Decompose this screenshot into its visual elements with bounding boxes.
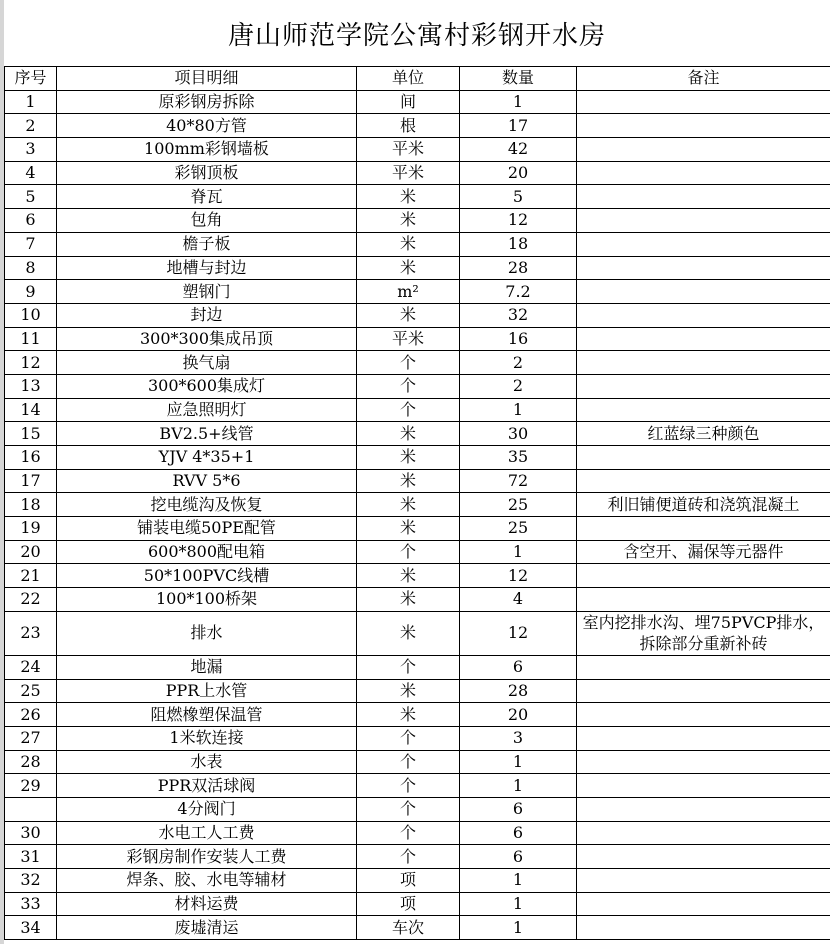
cell-qty: 1 — [460, 892, 577, 916]
cell-item: 脊瓦 — [57, 185, 357, 209]
cell-qty: 72 — [460, 469, 577, 493]
cell-qty: 42 — [460, 138, 577, 162]
cell-item: 废墟清运 — [57, 916, 357, 940]
cell-unit: 平米 — [357, 138, 460, 162]
cell-unit: 平米 — [357, 327, 460, 351]
cell-unit: 平米 — [357, 161, 460, 185]
cell-item: 原彩钢房拆除 — [57, 90, 357, 114]
table-row — [5, 703, 830, 727]
cell-qty: 5 — [460, 185, 577, 209]
cell-seq: 10 — [5, 303, 57, 327]
cell-seq — [5, 797, 57, 821]
cell-item: 1米软连接 — [57, 726, 357, 750]
table-row — [5, 679, 830, 703]
table-row — [5, 916, 830, 940]
table-row — [5, 232, 830, 256]
cell-unit: 个 — [357, 374, 460, 398]
cell-note — [577, 398, 830, 422]
table-row — [5, 821, 830, 845]
cell-item: 彩钢房制作安装人工费 — [57, 845, 357, 869]
cell-seq: 13 — [5, 374, 57, 398]
cell-item: 300*300集成吊顶 — [57, 327, 357, 351]
cell-qty: 12 — [460, 611, 577, 655]
cell-unit: 个 — [357, 398, 460, 422]
table-row — [5, 161, 830, 185]
cell-qty: 1 — [460, 750, 577, 774]
cell-note — [577, 821, 830, 845]
table-row — [5, 256, 830, 280]
cell-unit: 个 — [357, 797, 460, 821]
cell-unit: 米 — [357, 232, 460, 256]
cell-note — [577, 564, 830, 588]
cell-item: 水表 — [57, 750, 357, 774]
cell-unit: 根 — [357, 114, 460, 138]
cell-note — [577, 90, 830, 114]
cell-seq: 3 — [5, 138, 57, 162]
cell-note — [577, 797, 830, 821]
cell-qty: 1 — [460, 90, 577, 114]
cell-seq: 25 — [5, 679, 57, 703]
cell-note — [577, 517, 830, 541]
header-qty: 数量 — [460, 67, 577, 91]
cell-item: 100mm彩钢墙板 — [57, 138, 357, 162]
header-note: 备注 — [577, 67, 830, 91]
table-row — [5, 611, 830, 655]
cell-seq: 6 — [5, 209, 57, 233]
cell-seq: 8 — [5, 256, 57, 280]
cell-qty: 1 — [460, 398, 577, 422]
table-row — [5, 892, 830, 916]
cell-seq: 7 — [5, 232, 57, 256]
cell-qty: 32 — [460, 303, 577, 327]
table-row — [5, 446, 830, 470]
cell-item: 塑钢门 — [57, 280, 357, 304]
cell-item: 焊条、胶、水电等辅材 — [57, 869, 357, 893]
cell-seq: 14 — [5, 398, 57, 422]
cell-qty: 12 — [460, 209, 577, 233]
cell-item: 50*100PVC线槽 — [57, 564, 357, 588]
table-row — [5, 517, 830, 541]
cell-unit: 车次 — [357, 916, 460, 940]
cell-note — [577, 679, 830, 703]
table-row — [5, 726, 830, 750]
header-seq: 序号 — [5, 67, 57, 91]
cell-qty: 12 — [460, 564, 577, 588]
cell-item: 阻燃橡塑保温管 — [57, 703, 357, 727]
cell-unit: 米 — [357, 209, 460, 233]
cell-qty: 20 — [460, 161, 577, 185]
cell-item: PPR上水管 — [57, 679, 357, 703]
cell-seq: 32 — [5, 869, 57, 893]
cell-qty: 7.2 — [460, 280, 577, 304]
cell-item: 水电工人工费 — [57, 821, 357, 845]
cell-seq: 9 — [5, 280, 57, 304]
cell-item: PPR双活球阀 — [57, 774, 357, 798]
cell-item: 包角 — [57, 209, 357, 233]
cell-qty: 18 — [460, 232, 577, 256]
cell-item: 300*600集成灯 — [57, 374, 357, 398]
cell-unit: 个 — [357, 351, 460, 375]
cell-unit: 米 — [357, 703, 460, 727]
cell-unit: 米 — [357, 256, 460, 280]
cell-item: 檐子板 — [57, 232, 357, 256]
cell-item: 600*800配电箱 — [57, 540, 357, 564]
cell-seq: 34 — [5, 916, 57, 940]
table-row — [5, 845, 830, 869]
cell-seq: 26 — [5, 703, 57, 727]
cell-seq: 5 — [5, 185, 57, 209]
cell-qty: 28 — [460, 679, 577, 703]
cell-unit: 米 — [357, 422, 460, 446]
cell-note — [577, 161, 830, 185]
cell-note — [577, 256, 830, 280]
cell-unit: 个 — [357, 655, 460, 679]
cell-unit: 米 — [357, 469, 460, 493]
table-row — [5, 280, 830, 304]
cell-note: 室内挖排水沟、埋75PVCP排水，拆除部分重新补砖 — [577, 611, 830, 655]
cell-item: 彩钢顶板 — [57, 161, 357, 185]
cell-note — [577, 726, 830, 750]
cell-qty: 4 — [460, 588, 577, 612]
cell-qty: 30 — [460, 422, 577, 446]
cell-note — [577, 869, 830, 893]
cell-qty: 28 — [460, 256, 577, 280]
table-row — [5, 493, 830, 517]
cell-seq: 22 — [5, 588, 57, 612]
cell-note — [577, 845, 830, 869]
table-row — [5, 90, 830, 114]
cell-item: 排水 — [57, 611, 357, 655]
cell-qty: 6 — [460, 821, 577, 845]
cell-seq: 20 — [5, 540, 57, 564]
cell-unit: 米 — [357, 446, 460, 470]
cell-note: 红蓝绿三种颜色 — [577, 422, 830, 446]
table-row — [5, 588, 830, 612]
cell-note — [577, 209, 830, 233]
cell-qty: 2 — [460, 351, 577, 375]
cell-item: 铺装电缆50PE配管 — [57, 517, 357, 541]
cell-seq: 1 — [5, 90, 57, 114]
sheet-title: 唐山师范学院公寓村彩钢开水房 — [227, 20, 606, 51]
table-row — [5, 303, 830, 327]
cell-unit: 个 — [357, 726, 460, 750]
cell-note — [577, 303, 830, 327]
cell-item: 40*80方管 — [57, 114, 357, 138]
cell-unit: 项 — [357, 869, 460, 893]
cell-unit: 米 — [357, 493, 460, 517]
cell-note — [577, 916, 830, 940]
cell-qty: 6 — [460, 797, 577, 821]
cell-qty: 1 — [460, 869, 577, 893]
cell-seq: 30 — [5, 821, 57, 845]
cell-note: 含空开、漏保等元器件 — [577, 540, 830, 564]
cell-seq: 11 — [5, 327, 57, 351]
cell-unit: 米 — [357, 303, 460, 327]
header-item: 项目明细 — [57, 67, 357, 91]
cell-seq: 18 — [5, 493, 57, 517]
cell-item: 地槽与封边 — [57, 256, 357, 280]
table-row — [5, 351, 830, 375]
cell-unit: 间 — [357, 90, 460, 114]
cell-seq: 28 — [5, 750, 57, 774]
cell-unit: 米 — [357, 564, 460, 588]
table-row — [5, 138, 830, 162]
cell-seq: 19 — [5, 517, 57, 541]
cell-item: 应急照明灯 — [57, 398, 357, 422]
cell-qty: 6 — [460, 655, 577, 679]
table-row — [5, 422, 830, 446]
cell-note — [577, 655, 830, 679]
cell-note — [577, 232, 830, 256]
cell-note — [577, 138, 830, 162]
cell-unit: 米 — [357, 185, 460, 209]
cell-item: 100*100桥架 — [57, 588, 357, 612]
cell-seq: 17 — [5, 469, 57, 493]
table-row — [5, 114, 830, 138]
cell-item: 换气扇 — [57, 351, 357, 375]
cell-unit: 米 — [357, 679, 460, 703]
cell-qty: 2 — [460, 374, 577, 398]
cell-seq: 15 — [5, 422, 57, 446]
table-row — [5, 209, 830, 233]
cell-qty: 25 — [460, 493, 577, 517]
table-row — [5, 750, 830, 774]
cell-note — [577, 469, 830, 493]
cell-qty: 16 — [460, 327, 577, 351]
cell-item: 挖电缆沟及恢复 — [57, 493, 357, 517]
cell-qty: 25 — [460, 517, 577, 541]
cell-seq: 24 — [5, 655, 57, 679]
cell-unit: 项 — [357, 892, 460, 916]
cell-item: 4分阀门 — [57, 797, 357, 821]
cell-seq: 23 — [5, 611, 57, 655]
cell-seq: 4 — [5, 161, 57, 185]
cell-note — [577, 374, 830, 398]
cell-qty: 1 — [460, 540, 577, 564]
cell-seq: 16 — [5, 446, 57, 470]
item-table — [4, 66, 830, 940]
table-row — [5, 655, 830, 679]
cell-note — [577, 114, 830, 138]
cell-seq: 33 — [5, 892, 57, 916]
cell-seq: 21 — [5, 564, 57, 588]
cell-note — [577, 446, 830, 470]
cell-unit: 个 — [357, 821, 460, 845]
cell-qty: 1 — [460, 774, 577, 798]
table-row — [5, 540, 830, 564]
header-row — [5, 67, 830, 91]
table-row — [5, 398, 830, 422]
cell-item: 材料运费 — [57, 892, 357, 916]
cell-note — [577, 280, 830, 304]
cell-unit: 米 — [357, 517, 460, 541]
cell-note — [577, 588, 830, 612]
cell-note — [577, 327, 830, 351]
table-row — [5, 869, 830, 893]
table-row — [5, 374, 830, 398]
cell-qty: 6 — [460, 845, 577, 869]
cell-item: 封边 — [57, 303, 357, 327]
cell-seq: 12 — [5, 351, 57, 375]
cell-note — [577, 185, 830, 209]
cell-item: RVV 5*6 — [57, 469, 357, 493]
cell-qty: 1 — [460, 916, 577, 940]
cell-note — [577, 892, 830, 916]
cell-seq: 27 — [5, 726, 57, 750]
cell-note: 利旧铺便道砖和浇筑混凝土 — [577, 493, 830, 517]
cell-note — [577, 774, 830, 798]
cell-item: YJV 4*35+1 — [57, 446, 357, 470]
cell-qty: 20 — [460, 703, 577, 727]
header-unit: 单位 — [357, 67, 460, 91]
cell-note — [577, 351, 830, 375]
cell-seq: 31 — [5, 845, 57, 869]
cell-unit: 米 — [357, 611, 460, 655]
cell-unit: 个 — [357, 774, 460, 798]
table-row — [5, 774, 830, 798]
cell-seq: 2 — [5, 114, 57, 138]
cell-qty: 17 — [460, 114, 577, 138]
cell-qty: 35 — [460, 446, 577, 470]
table-row — [5, 797, 830, 821]
cell-unit: m² — [357, 280, 460, 304]
cell-unit: 个 — [357, 750, 460, 774]
cell-item: 地漏 — [57, 655, 357, 679]
cell-unit: 米 — [357, 588, 460, 612]
cell-unit: 个 — [357, 540, 460, 564]
cell-note — [577, 703, 830, 727]
cell-unit: 个 — [357, 845, 460, 869]
cell-seq: 29 — [5, 774, 57, 798]
table-row — [5, 469, 830, 493]
table-row — [5, 327, 830, 351]
table-row — [5, 564, 830, 588]
table-row — [5, 185, 830, 209]
cell-note — [577, 750, 830, 774]
cell-item: BV2.5+线管 — [57, 422, 357, 446]
cell-qty: 3 — [460, 726, 577, 750]
